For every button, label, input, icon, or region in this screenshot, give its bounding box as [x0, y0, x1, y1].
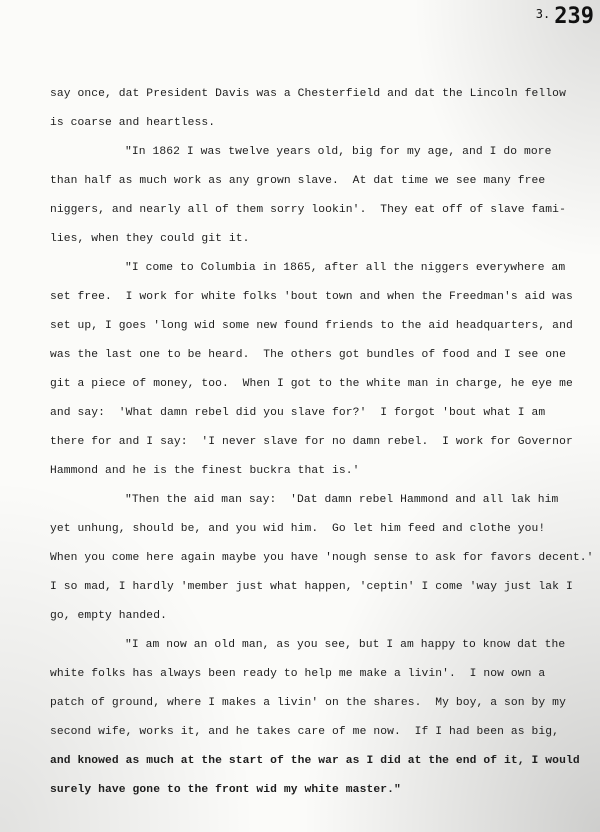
text-line: second wife, works it, and he takes care of me now. If I had been as big,	[50, 726, 560, 738]
text-line: and knowed as much at the start of the war as I did at the end of it, I would	[50, 755, 580, 767]
text-line: niggers, and nearly all of them sorry lookin'. They eat off of slave fami-	[50, 204, 566, 216]
text-line: is coarse and heartless.	[50, 117, 216, 129]
text-line: surely have gone to the front wid my white master."	[50, 784, 401, 796]
text-line: git a piece of money, too. When I got to the white man in charge, he eye me	[50, 378, 573, 390]
page-number	[536, 4, 594, 29]
text-line: go, empty handed.	[50, 610, 167, 622]
text-line: and say: 'What damn rebel did you slave for?' I forgot 'bout what I am	[50, 407, 546, 419]
text-line: I so mad, I hardly 'member just what happen, 'ceptin' I come 'way just lak I	[50, 581, 573, 593]
text-line: set free. I work for white folks 'bout town and when the Freedman's aid was	[50, 291, 573, 303]
text-line: When you come here again maybe you have 'nough sense to ask for favors decent.'	[50, 552, 594, 564]
text-line: white folks has always been ready to help me make a livin'. I now own a	[50, 668, 546, 680]
paragraph-first-line: "I am now an old man, as you see, but I am happy to know dat the	[125, 639, 566, 651]
text-line: set up, I goes 'long wid some new found friends to the aid headquarters, and	[50, 320, 573, 332]
text-line: than half as much work as any grown slave. At dat time we see many free	[50, 175, 546, 187]
text-line: there for and I say: 'I never slave for no damn rebel. I work for Governor	[50, 436, 573, 448]
page-number-prefix: 3.	[535, 7, 551, 21]
paragraph-first-line: "Then the aid man say: 'Dat damn rebel Hammond and all lak him	[125, 494, 559, 506]
text-line: Hammond and he is the finest buckra that is.'	[50, 465, 360, 477]
text-line: patch of ground, where I makes a livin' on the shares. My boy, a son by my	[50, 697, 566, 709]
text-line: yet unhung, should be, and you wid him. Go let him feed and clothe you!	[50, 523, 546, 535]
text-line: lies, when they could git it.	[50, 233, 250, 245]
text-line: say once, dat President Davis was a Chesterfield and dat the Lincoln fellow	[50, 88, 566, 100]
paragraph-first-line: "In 1862 I was twelve years old, big for my age, and I do more	[125, 146, 552, 158]
paragraph-first-line: "I come to Columbia in 1865, after all the niggers everywhere am	[125, 262, 566, 274]
page-number-value: 239	[554, 4, 594, 29]
text-line: was the last one to be heard. The others got bundles of food and I see one	[50, 349, 566, 361]
document-body	[50, 80, 594, 805]
